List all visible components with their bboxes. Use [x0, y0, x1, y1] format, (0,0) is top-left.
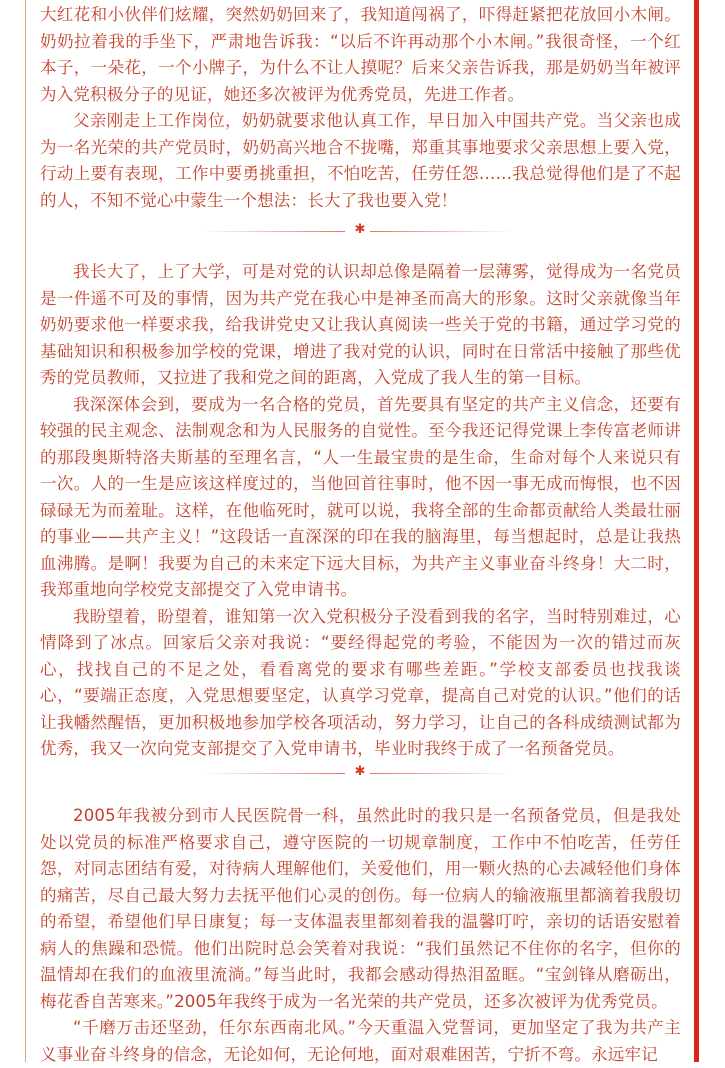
divider-line [200, 231, 345, 232]
divider-line [370, 231, 515, 232]
paragraph: 父亲刚走上工作岗位，奶奶就要求他认真工作，早日加入中国共产党。当父亲也成为一名光荣的共产党员时，奶奶高兴地合不拢嘴，郑重其事地要求父亲思想上要入党，行动上要有表现，工作中要勇挑重担，不怕吃苦，任劳任怨……我总觉得他们是了不起的人，不知不觉心中蒙生一个想法：长大了我也要入党！ [40, 111, 681, 210]
paragraph: 我盼望着，盼望着，谁知第一次入党积极分子没看到我的名字，当时特别难过，心情降到了冰点。回家后父亲对我说：“要经得起党的考验，不能因为一次的错过而灰心，找找自己的不足之处，看看离党的要求有哪些差距。”学校支部委员也找我谈心，“要端正态度，入党思想要坚定，认真学习党章，提高自己对党的认识。”他们的话让我幡然醒悟，更加积极地参加学校各项活动，努力学习，让自己的各科成绩测试都为优秀，我又一次向党支部提交了入党申请书，毕业时我终于成了一名预备党员。 [40, 606, 681, 758]
paragraph: 2005年我被分到市人民医院骨一科，虽然此时的我只是一名预备党员，但是我处处以党员的标准严格要求自己，遵守医院的一切规章制度，工作中不怕吃苦，任劳任怨，对同志团结有爱，对待病人理解他们，关爱他们，用一颗火热的心去减轻他们身体的痛苦，尽自己最大努力去抚平他们心灵的创伤。每一位病人的输液瓶里都滴着我殷切的希望，希望他们早日康复；每一支体温表里都刻着我的温馨叮咛，亲切的话语安慰着病人的焦躁和恐慌。他们出院时总会笑着对我说：“我们虽然记不住你的名字，但你的温情却在我们的血液里流淌。”每当此时，我都会感动得热泪盈眶。“宝剑锋从磨砺出，梅花香自苦寒来。”2005年我终于成为一名光荣的共产党员，还多次被评为优秀党员。 [40, 806, 681, 1011]
paragraph: 大红花和小伙伴们炫耀，突然奶奶回来了，我知道闯祸了，吓得赶紧把花放回小木闸。奶奶拉着我的手坐下，严肃地告诉我：“以后不许再动那个小木闸。”我很奇怪，一个红本子，一朵花，一个小牌子，为什么不让人摸呢？后来父亲告诉我，那是奶奶当年被评为入党积极分子的见证，她还多次被评为优秀党员，先进工作者。 [40, 5, 681, 104]
section-work [40, 803, 681, 1068]
section-university [40, 259, 681, 763]
divider-line [370, 773, 515, 774]
paragraph: “千磨万击还坚劲，任尔东西南北风。”今天重温入党誓词，更加坚定了我为共产主义事业奋斗终身的信念，无论如何，无论何地，面对艰难困苦，宁折不弯。永远牢记 [40, 1018, 681, 1064]
divider-line [200, 773, 345, 774]
right-accent-bar [694, 0, 699, 1062]
star-ornament-icon: ✱ [354, 222, 366, 237]
section-divider [40, 764, 681, 779]
left-border-line [25, 0, 26, 1062]
paragraph: 我长大了，上了大学，可是对党的认识却总像是隔着一层薄雾，觉得成为一名党员是一件遥不可及的事情，因为共产党在我心中是神圣而高大的形象。这时父亲就像当年奶奶要求他一样要求我，给我讲党史又让我认真阅读一些关于党的书籍，通过学习党的基础知识和积极参加学校的党课，增进了我对党的认识，同时在日常活中接触了那些优秀的党员教师，又拉进了我和党之间的距离，入党成了我人生的第一目标。 [40, 262, 681, 387]
section-divider [40, 222, 681, 237]
paragraph: 我深深体会到，要成为一名合格的党员，首先要具有坚定的共产主义信念，还要有较强的民主观念、法制观念和为人民服务的自觉性。至今我还记得党课上李传富老师讲的那段奥斯特洛夫斯基的至理名言，“人一生最宝贵的是生命，生命对每个人来说只有一次。人的一生是应该这样度过的，当他回首往事时，他不因一事无成而悔恨，也不因碌碌无为而羞耻。这样，在他临死时，就可以说，我将全部的生命都贡献给人类最壮丽的事业——共产主义！”这段话一直深深的印在我的脑海里，每当想起时，总是让我热血沸腾。是啊！我要为自己的未来定下远大目标，为共产主义事业奋斗终身！大二时，我郑重地向学校党支部提交了入党申请书。 [40, 394, 681, 599]
section-childhood [40, 2, 681, 214]
star-ornament-icon: ✱ [354, 764, 366, 779]
